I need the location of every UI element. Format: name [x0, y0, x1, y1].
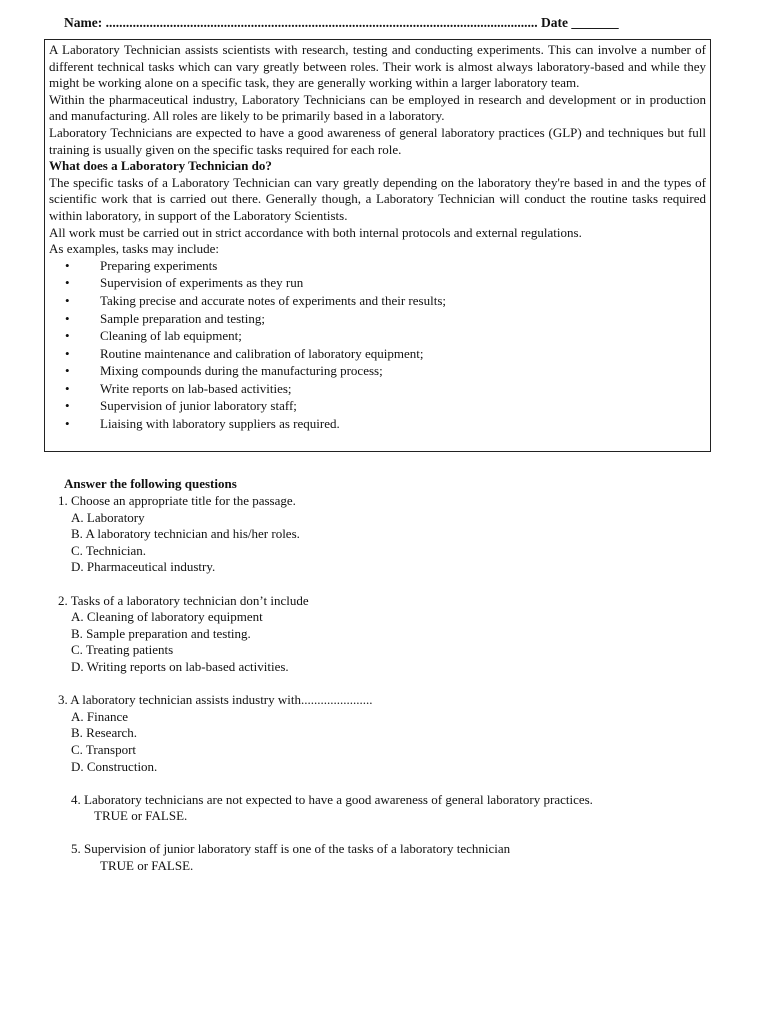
task-item: • Liaising with laboratory suppliers as required. [65, 416, 340, 432]
bullet-icon: • [65, 345, 70, 361]
bullet-icon: • [65, 398, 70, 414]
question-3-option-a[interactable]: A. Finance [71, 708, 129, 724]
question-5-answer[interactable]: TRUE or FALSE. [100, 858, 194, 874]
bullet-icon: • [65, 257, 70, 273]
question-3-stem: 3. A laboratory technician assists industry with...................... [58, 692, 373, 708]
question-2-option-b[interactable]: B. Sample preparation and testing. [71, 625, 251, 641]
task-item: • Sample preparation and testing; [65, 310, 265, 326]
task-item: • Cleaning of lab equipment; [65, 328, 242, 344]
question-3-option-d[interactable]: D. Construction. [71, 758, 158, 774]
question-3-option-b[interactable]: B. Research. [71, 725, 138, 741]
task-item: • Supervision of experiments as they run [65, 275, 304, 291]
bullet-icon: • [65, 363, 70, 379]
question-4-stem: 4. Laboratory technicians are not expected to have a good awareness of general laboratory practices. [71, 791, 593, 807]
spacer [58, 576, 738, 593]
question-section [58, 476, 738, 875]
question-4-answer[interactable]: TRUE or FALSE. [94, 808, 188, 824]
passage-paragraph: A Laboratory Technician assists scientists with research, testing and conducting experiments. This can involve a number of different technical tasks which can vary greatly between roles. Their work is almost always laboratory-based and while they might be working alone on a specific task, they are generally working within a larger laboratory team. [49, 42, 706, 91]
passage-paragraph: Within the pharmaceutical industry, Laboratory Technicians can be employed in research and development or in production and manufacturing. All roles are likely to be primarily based in a laboratory. [49, 91, 706, 124]
task-item: • Write reports on lab-based activities; [65, 380, 292, 396]
name-date-line: Name: ................................................................................................................................ Date _______ [64, 15, 619, 30]
task-item: • Supervision of junior laboratory staff; [65, 398, 297, 414]
bullet-icon: • [65, 310, 70, 326]
question-1-option-d[interactable]: D. Pharmaceutical industry. [71, 559, 216, 575]
bullet-icon: • [65, 328, 70, 344]
passage-paragraph: The specific tasks of a Laboratory Technician can vary greatly depending on the laboratory they're based in and the types of scientific work that is carried out there. Generally though, a Laboratory Technician will conduct the routine tasks required within laboratory, in support of the Laboratory Scientists. [49, 174, 706, 223]
passage-subheading: What does a Laboratory Technician do? [49, 158, 272, 174]
task-item: • Mixing compounds during the manufacturing process; [65, 363, 383, 379]
passage-paragraph: As examples, tasks may include: [49, 241, 220, 257]
bullet-icon: • [65, 380, 70, 396]
task-item: • Taking precise and accurate notes of experiments and their results; [65, 292, 446, 308]
spacer [58, 775, 738, 792]
question-5-stem: 5. Supervision of junior laboratory staff is one of the tasks of a laboratory technician [71, 841, 511, 857]
question-2-stem: 2. Tasks of a laboratory technician don’t include [58, 592, 309, 608]
question-1-option-c[interactable]: C. Technician. [71, 542, 147, 558]
spacer [58, 825, 738, 842]
question-1-stem: 1. Choose an appropriate title for the passage. [58, 493, 296, 508]
reading-passage [44, 39, 711, 452]
bullet-icon: • [65, 416, 70, 432]
bullet-icon: • [65, 275, 70, 291]
bullet-icon: • [65, 292, 70, 308]
question-1-option-a[interactable]: A. Laboratory [71, 509, 145, 525]
question-3-option-c[interactable]: C. Transport [71, 741, 137, 757]
questions-heading: Answer the following questions [64, 476, 237, 491]
question-1-option-b[interactable]: B. A laboratory technician and his/her roles. [71, 526, 300, 542]
question-2-option-a[interactable]: A. Cleaning of laboratory equipment [71, 609, 263, 625]
passage-paragraph: Laboratory Technicians are expected to have a good awareness of general laboratory practices (GLP) and techniques but full training is usually given on the specific tasks required for each role. [49, 124, 706, 157]
spacer [58, 676, 738, 693]
question-2-option-c[interactable]: C. Treating patients [71, 642, 174, 658]
task-item: • Preparing experiments [65, 257, 218, 273]
task-item: • Routine maintenance and calibration of laboratory equipment; [65, 345, 424, 361]
passage-paragraph: All work must be carried out in strict accordance with both internal protocols and external regulations. [49, 224, 582, 240]
question-2-option-d[interactable]: D. Writing reports on lab-based activities. [71, 658, 289, 674]
task-list [49, 258, 706, 434]
